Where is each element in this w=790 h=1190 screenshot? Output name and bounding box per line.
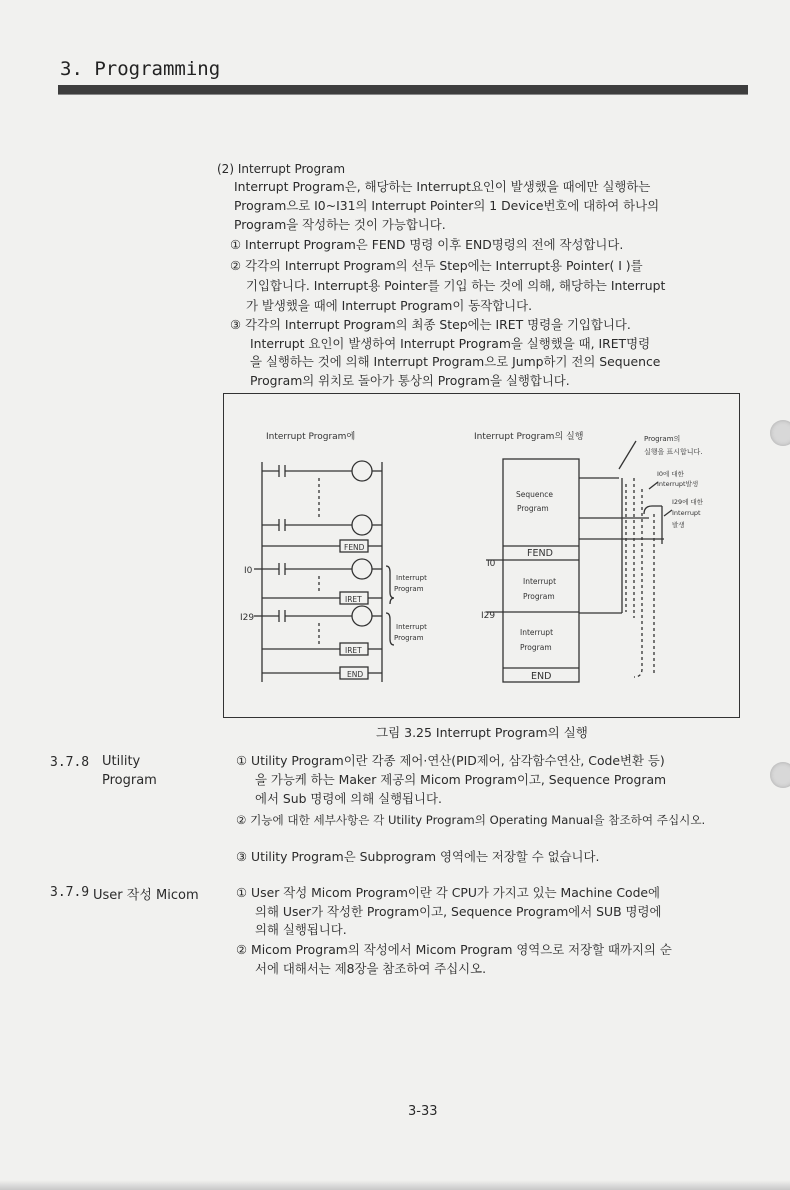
left-diagram-title: Interrupt Program에	[266, 432, 356, 442]
list-item: ② Micom Program의 작성에서 Micom Program 영역으로 저장할 때까지의 순	[236, 942, 672, 957]
memory-interrupt-label: Program	[523, 592, 555, 601]
paragraph-line: Program을 작성하는 것이 가능합니다.	[234, 217, 446, 232]
figure-frame	[223, 393, 740, 718]
ladder-i0-label: I0	[244, 566, 253, 576]
list-item-continuation: 을 가능케 하는 Maker 제공의 Micom Program이고, Sequence Program	[255, 772, 667, 787]
list-item: ③ Utility Program은 Subprogram 영역에는 저장할 수 없습니다.	[236, 849, 600, 864]
page-header-title: 3. Programming	[60, 58, 221, 80]
paragraph-line: Interrupt Program은, 해당하는 Interrupt요인이 발생했을 때에만 실행하는	[234, 179, 651, 194]
ladder-end-label: END	[347, 670, 364, 679]
memory-interrupt-label: Program	[520, 643, 552, 652]
paragraph-line: Program으로 I0~I31의 Interrupt Pointer의 1 Device번호에 대하여 하나의	[234, 198, 660, 213]
ladder-fend-label: FEND	[344, 543, 365, 552]
brace-label: Interrupt	[396, 623, 427, 631]
section-title: Utility	[102, 754, 141, 769]
note-text: I29에 대한	[672, 498, 704, 506]
list-item: ② 기능에 대한 세부사항은 각 Utility Program의 Operating Manual을 참조하여 주십시오.	[236, 813, 706, 827]
list-item: ② 각각의 Interrupt Program의 선두 Step에는 Interrupt용 Pointer( I )를	[230, 258, 643, 273]
header-rule	[58, 85, 748, 94]
section-heading-interrupt: (2) Interrupt Program	[217, 162, 346, 176]
memory-end-label: END	[531, 671, 552, 682]
brace-label: Program	[394, 634, 424, 642]
section-title: User 작성 Micom	[93, 888, 199, 903]
note-text: 실행을 표시합니다.	[644, 448, 703, 456]
list-item-continuation: 을 실행하는 것에 의해 Interrupt Program으로 Jump하기 전의 Sequence	[250, 354, 661, 369]
list-item: ① Interrupt Program은 FEND 명령 이후 END명령의 전에 작성합니다.	[230, 237, 624, 252]
note-text: I0에 대한	[657, 470, 684, 478]
binder-hole	[770, 420, 790, 446]
memory-fend-label: FEND	[527, 548, 553, 559]
section-number: 3.7.8	[50, 755, 90, 770]
ladder-iret-label-2: IRET	[345, 646, 362, 655]
list-item-continuation: 의해 실행됩니다.	[255, 922, 347, 937]
list-item-continuation: Program의 위치로 돌아가 통상의 Program을 실행합니다.	[250, 373, 570, 388]
list-item-continuation: 의해 User가 작성한 Program이고, Sequence Program에서 SUB 명령에	[255, 904, 662, 919]
ladder-i29-label: I29	[240, 613, 255, 623]
binder-hole	[770, 762, 790, 788]
memory-i29-label: I29	[481, 611, 496, 621]
memory-sequence-label: Program	[517, 504, 549, 513]
list-item-continuation: Interrupt 요인이 발생하여 Interrupt Program을 실행했을 때, IRET명령	[250, 336, 651, 351]
brace-label: Interrupt	[396, 574, 427, 582]
right-diagram-title: Interrupt Program의 실행	[474, 432, 584, 442]
list-item: ③ 각각의 Interrupt Program의 최종 Step에는 IRET 명령을 기입합니다.	[230, 317, 631, 332]
figure-caption: 그림 3.25 Interrupt Program의 실행	[376, 725, 588, 740]
note-text: Interrupt발생	[657, 480, 699, 488]
note-text: Interrupt	[672, 509, 701, 517]
scan-edge	[0, 1180, 790, 1190]
memory-i0-label: I0	[487, 559, 496, 569]
list-item-continuation: 에서 Sub 명령에 의해 실행됩니다.	[255, 791, 442, 806]
list-item: ① User 작성 Micom Program이란 각 CPU가 가지고 있는 Machine Code에	[236, 885, 661, 900]
section-number: 3.7.9	[50, 885, 90, 900]
brace-label: Program	[394, 585, 424, 593]
note-text: Program의	[644, 435, 681, 443]
ladder-iret-label-1: IRET	[345, 595, 362, 604]
memory-interrupt-label: Interrupt	[523, 577, 557, 586]
list-item-continuation: 기입합니다. Interrupt용 Pointer를 기입 하는 것에 의해, 해당하는 Interrupt	[246, 278, 666, 293]
list-item-continuation: 서에 대해서는 제8장을 참조하여 주십시오.	[255, 961, 487, 976]
page-number: 3-33	[408, 1104, 438, 1119]
interrupt-diagram	[224, 394, 741, 719]
header-rule-thin	[58, 94, 748, 95]
list-item: ① Utility Program이란 각종 제어·연산(PID제어, 삼각함수연산, Code변환 등)	[236, 753, 665, 768]
memory-interrupt-label: Interrupt	[520, 628, 554, 637]
memory-sequence-label: Sequence	[516, 490, 553, 499]
section-title: Program	[102, 773, 157, 788]
note-text: 발생	[672, 521, 685, 529]
list-item-continuation: 가 발생했을 때에 Interrupt Program이 동작합니다.	[246, 298, 533, 313]
